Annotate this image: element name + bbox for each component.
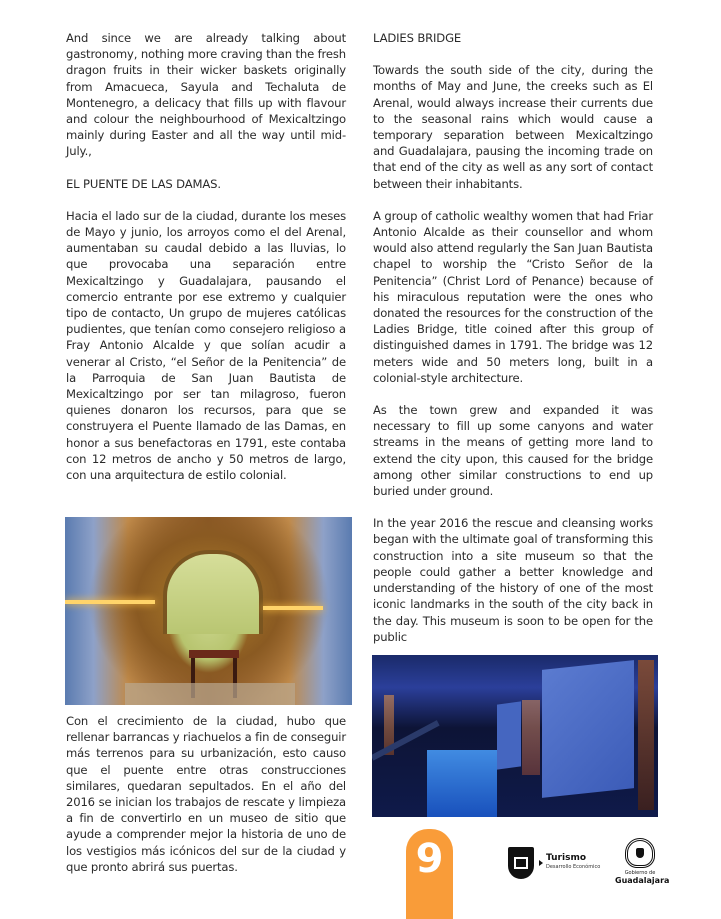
left-column-top — [66, 30, 346, 483]
english-paragraph-2: A group of catholic wealthy women that had Friar Antonio Alcalde as their counsellor and whom would also attend regularly the San Juan Bautista chapel to worship the “Cristo Señor de la Penitencia” (Christ Lord of Penance) because of his miraculous reputation were the ones who donated the resources for the construction of the Ladies Bridge, title coined after this group of distinguished dames in 1791. The bridge was 12 meters wide and 50 meters long, built in a colonial-style architecture. — [373, 208, 653, 385]
chapel-arch-photo — [65, 517, 352, 705]
english-heading: LADIES BRIDGE — [373, 31, 462, 45]
arrow-icon — [539, 860, 543, 866]
page-number: 9 — [415, 836, 444, 882]
light-strip-left — [65, 600, 155, 604]
english-paragraph-3: As the town grew and expanded it was necessary to fill up some canyons and water streams in the means of getting more land to extend the city upon, this caused for the bridge among other similar constructions to end up buried under ground. — [373, 403, 653, 499]
intro-paragraph: And since we are already talking about gastronomy, nothing more craving than the fresh dragon fruits in their wicker baskets originally from Amacueca, Sayula and Techaluta de Montenegro, a delicacy that fills up with flavour and colour the neighbourhood of Mexicaltzingo mainly during Easter and all the way until mid-July., — [66, 31, 346, 159]
turismo-logo — [508, 847, 600, 879]
spanish-paragraph-1: Hacia el lado sur de la ciudad, durante los meses de Mayo y junio, los arroyos como el del Arenal, aumentaban su caudal debido a las lluvias, lo que provocaba una separación entre Mexicaltzingo y Guadalajara, pausando el comercio entrante por ese extremo y cualquier tipo de contacto, Un grupo de mujeres católicas pudientes, que tenían como consejero religioso a Fray Antonio Alcalde y que solían acudir a venerar al Cristo, “el Señor de la Penitencia” de la Parroquia de San Juan Bautista de Mexicaltzingo por ser tan milagroso, fueron quienes donaron los recursos, para que se construyera el Puente llamado de las Damas, en honor a sus benefactoras en 1791, este contaba con 12 metros de ancho y 50 metros de largo, con una arquitectura de estilo colonial. — [66, 208, 346, 483]
right-column — [373, 30, 653, 645]
wall-light-2 — [522, 700, 540, 775]
guadalajara-logo — [615, 838, 670, 885]
gdl-bottom-text: Guadalajara — [615, 876, 670, 885]
turismo-title: Turismo — [546, 853, 586, 863]
underground-museum-photo — [372, 655, 658, 817]
light-strip-right — [263, 606, 323, 610]
display-panel-small — [497, 701, 521, 769]
turismo-subtitle: Desarrollo Económico — [546, 864, 601, 870]
arch-shape — [163, 550, 263, 634]
turismo-shield-icon — [508, 847, 534, 879]
display-panel-large — [542, 660, 634, 798]
map-icon — [514, 857, 528, 869]
english-paragraph-1: Towards the south side of the city, during the months of May and June, the creeks such as El Arenal, would always increase their currents due to the seasonal rains which would cause a temporary separation between Mexicaltzingo and Guadalajara, pausing the incoming trade on that end of the city as well as any sort of contact between their inhabitants. — [373, 63, 653, 191]
spanish-paragraph-2: Con el crecimiento de la ciudad, hubo que rellenar barrancas y riachuelos a fin de conseguir más terrenos para su urbanización, esto causo que el puente entre otras construcciones similares, quedaran sepultados. En el año del 2016 se inician los trabajos de rescate y limpieza a fin de convertirlo en un museo de sitio que ayude a comprender mejor la historia de uno de los vestigios más icónicos del sur de la ciudad y que pronto abrirá sus puertas. — [66, 714, 346, 874]
lit-channel — [427, 750, 497, 817]
spanish-heading: EL PUENTE DE LAS DAMAS. — [66, 176, 221, 191]
left-column-bottom — [66, 713, 346, 875]
coat-of-arms-icon — [625, 838, 655, 868]
gdl-top-text: Gobierno de — [624, 870, 656, 876]
english-paragraph-4: In the year 2016 the rescue and cleansing works began with the ultimate goal of transforming this construction into a site museum so that the people could gather a better knowledge and understanding of the history of one of the most iconic landmarks in the south of the city back in the day. This museum is soon to be open for the public — [373, 516, 653, 644]
page-number-tab — [406, 829, 453, 919]
floor — [125, 683, 295, 705]
brick-wall — [638, 660, 654, 810]
